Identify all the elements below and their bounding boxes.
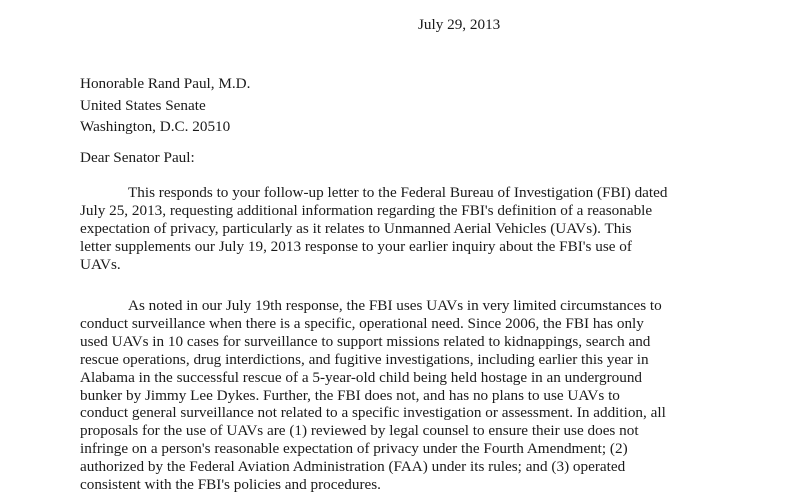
paragraph-line: consistent with the FBI's policies and procedures. xyxy=(80,476,381,494)
recipient-office: United States Senate xyxy=(80,96,206,114)
paragraph-line: rescue operations, drug interdictions, and fugitive investigations, including earlier this year in xyxy=(80,350,649,368)
paragraph-line: This responds to your follow-up letter to the Federal Bureau of Investigation (FBI) dated xyxy=(128,184,668,201)
paragraph-line: letter supplements our July 19, 2013 response to your earlier inquiry about the FBI's use of xyxy=(80,237,632,255)
recipient-address xyxy=(80,73,250,138)
paragraph-line: UAVs. xyxy=(80,255,121,273)
salutation: Dear Senator Paul: xyxy=(80,149,195,166)
paragraph-line: As noted in our July 19th response, the FBI uses UAVs in very limited circumstances to xyxy=(128,297,662,314)
paragraph-line: used UAVs in 10 cases for surveillance to support missions related to kidnappings, search and xyxy=(80,332,651,350)
paragraph-line: July 25, 2013, requesting additional information regarding the FBI's definition of a reasonable xyxy=(80,201,653,219)
recipient-location: Washington, D.C. 20510 xyxy=(80,118,231,135)
paragraph-line: conduct general surveillance not related to a specific investigation or assessment. In addition, all xyxy=(80,404,666,422)
paragraph-line: expectation of privacy, particularly as it relates to Unmanned Aerial Vehicles (UAVs). This xyxy=(80,219,632,237)
paragraph-line: authorized by the Federal Aviation Administration (FAA) under its rules; and (3) operated xyxy=(80,458,626,476)
paragraph-line: conduct surveillance when there is a specific, operational need. Since 2006, the FBI has only xyxy=(80,314,644,332)
paragraph-line: bunker by Jimmy Lee Dykes. Further, the FBI does not, and has no plans to use UAVs to xyxy=(80,386,620,404)
paragraph-line: proposals for the use of UAVs are (1) reviewed by legal counsel to ensure their use does not xyxy=(80,422,639,440)
paragraph-line: infringe on a person's reasonable expectation of privacy under the Fourth Amendment; (2) xyxy=(80,440,628,458)
paragraph-line: Alabama in the successful rescue of a 5-year-old child being held hostage in an underground xyxy=(80,368,643,386)
paragraph-2 xyxy=(80,297,780,494)
paragraph-1 xyxy=(80,184,780,274)
letter-date: July 29, 2013 xyxy=(418,16,501,33)
recipient-name: Honorable Rand Paul, M.D. xyxy=(80,75,251,92)
